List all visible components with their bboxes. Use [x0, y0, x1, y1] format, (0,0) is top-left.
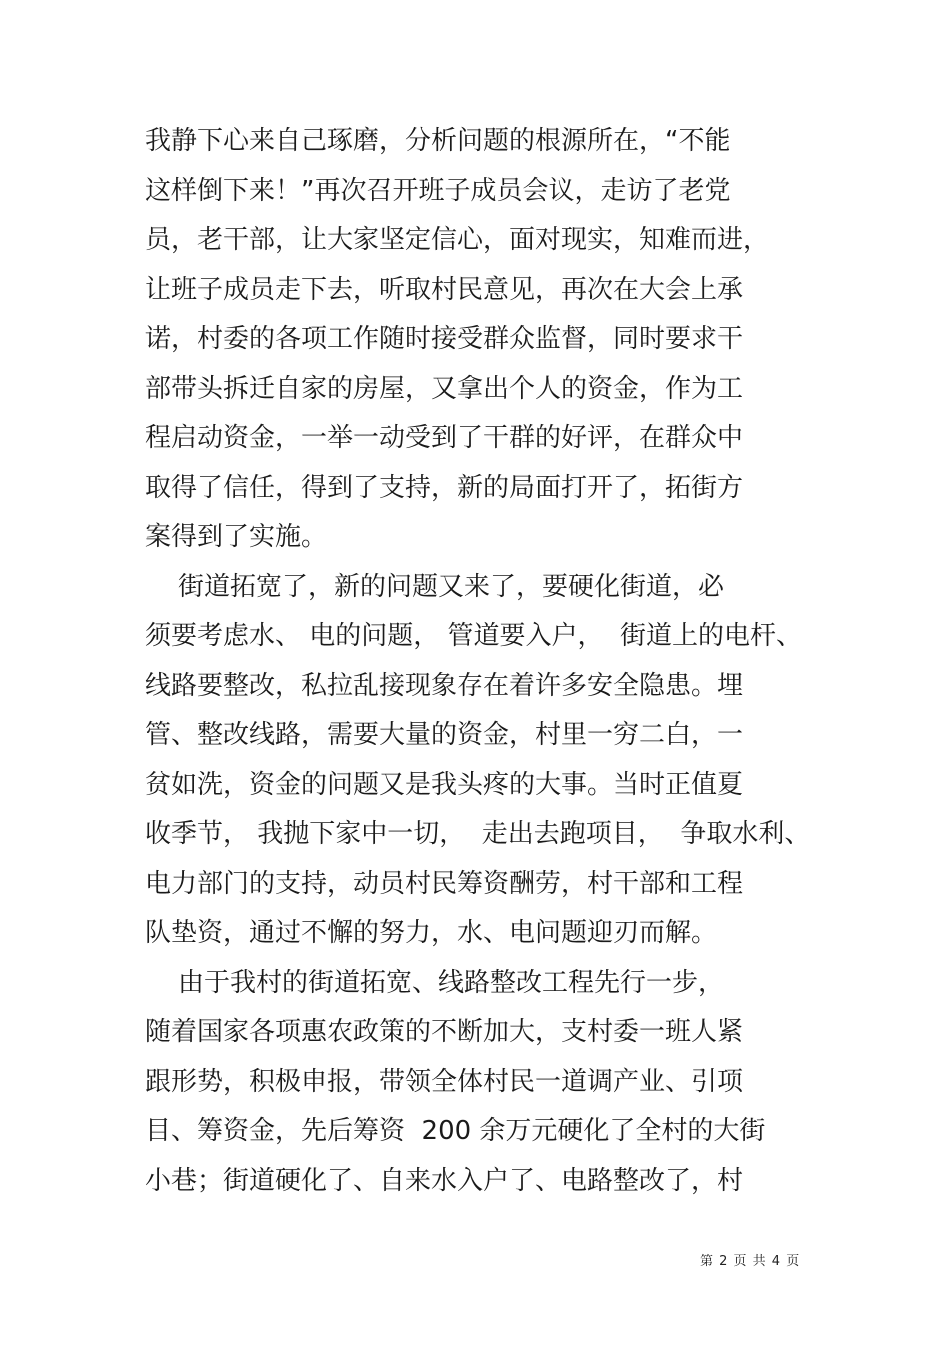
text-line: 队垫资，通过不懈的努力，水、电问题迎刃而解。 — [145, 918, 718, 948]
text-line: 诺，村委的各项工作随时接受群众监督，同时要求干 — [145, 324, 744, 354]
text-line: 跟形势，积极申报，带领全体村民一道调产业、引项 — [145, 1066, 744, 1097]
page-number-footer: 第 2 页 共 4 页 — [700, 1254, 801, 1269]
text-line: 电力部门的支持，动员村民筹资酬劳，村干部和工程 — [145, 868, 744, 899]
text-line: 线路要整改，私拉乱接现象存在着许多安全隐患。埋 — [145, 670, 744, 701]
text-line: 目、筹资金，先后筹资 200 余万元硬化了全村的大街 — [145, 1116, 766, 1146]
body-text — [145, 117, 825, 1206]
text-line: 街道拓宽了，新的问题又来了，要硬化街道，必 — [145, 571, 725, 602]
text-line: 取得了信任，得到了支持，新的局面打开了，拓街方 — [145, 472, 744, 503]
text-line: 部带头拆迁自家的房屋，又拿出个人的资金，作为工 — [145, 373, 744, 404]
text-line: 这样倒下来！”再次召开班子成员会议，走访了老党 — [145, 175, 731, 206]
text-line: 程启动资金，一举一动受到了干群的好评，在群众中 — [145, 423, 744, 453]
text-line: 案得到了实施。 — [145, 522, 328, 552]
text-line: 贫如洗，资金的问题又是我头疼的大事。当时正值夏 — [145, 769, 744, 800]
text-line: 须要考虑水、 电的问题， 管道要入户， 街道上的电杆、 — [145, 621, 803, 651]
text-line: 小巷；街道硬化了、自来水入户了、电路整改了，村 — [145, 1165, 744, 1196]
text-line: 收季节， 我抛下家中一切， 走出去跑项目， 争取水利、 — [145, 819, 811, 849]
text-line: 随着国家各项惠农政策的不断加大，支村委一班人紧 — [145, 1017, 744, 1047]
text-line: 让班子成员走下去，听取村民意见，再次在大会上承 — [145, 274, 744, 305]
text-line: 员，老干部，让大家坚定信心，面对现实，知难而进， — [145, 225, 770, 255]
text-line: 我静下心来自己琢磨，分析问题的根源所在，“不能 — [145, 126, 731, 156]
text-line: 管、整改线路，需要大量的资金，村里一穷二白，一 — [145, 720, 744, 750]
text-line: 由于我村的街道拓宽、线路整改工程先行一步， — [145, 967, 725, 998]
